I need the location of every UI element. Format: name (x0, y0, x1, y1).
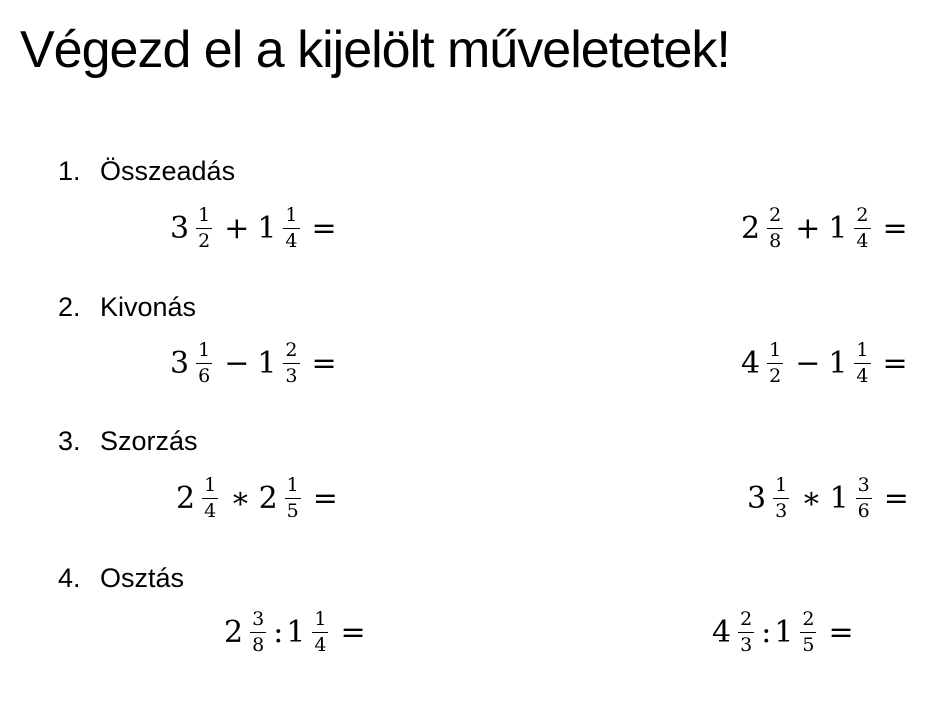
operator: : (273, 614, 284, 650)
numerator: 3 (252, 607, 265, 630)
whole-number: 1 (828, 345, 848, 381)
exercise-3b (747, 466, 909, 530)
fraction (854, 203, 870, 252)
numerator: 1 (204, 473, 217, 496)
exercise-3a (176, 466, 338, 530)
fraction (202, 473, 218, 522)
operator: − (224, 345, 250, 381)
numerator: 1 (775, 473, 788, 496)
section-label: Osztás (100, 563, 185, 593)
whole-number: 1 (286, 614, 306, 650)
operator: : (761, 614, 772, 650)
denominator: 6 (857, 499, 870, 522)
numerator: 2 (769, 203, 782, 226)
denominator: 8 (252, 633, 265, 656)
operator: + (224, 210, 250, 246)
numerator: 2 (740, 607, 753, 630)
numerator: 2 (802, 607, 815, 630)
fraction (773, 473, 789, 522)
fraction (250, 607, 266, 656)
page-title: Végezd el a kijelölt műveletetek! (20, 21, 730, 79)
whole-number: 2 (741, 210, 761, 246)
section-number: 4. (58, 563, 81, 593)
fraction (856, 473, 872, 522)
whole-number: 1 (257, 345, 277, 381)
numerator: 1 (286, 473, 299, 496)
operator: ∗ (801, 480, 822, 516)
fraction (738, 607, 754, 656)
denominator: 2 (769, 364, 782, 387)
whole-number: 1 (829, 480, 849, 516)
operator: ∗ (230, 480, 251, 516)
section-label: Kivonás (100, 292, 197, 322)
denominator: 6 (198, 364, 211, 387)
fraction (767, 203, 783, 252)
section-heading-osztas (58, 565, 184, 592)
exercise-1a (170, 196, 337, 260)
fraction (196, 203, 212, 252)
numerator: 2 (856, 203, 869, 226)
section-heading-osszeadas (58, 158, 235, 185)
equals-sign: = (311, 345, 337, 381)
fraction (285, 473, 301, 522)
equals-sign: = (882, 345, 908, 381)
section-heading-kivonas (58, 294, 196, 321)
fraction (312, 607, 328, 656)
whole-number: 4 (712, 614, 732, 650)
exercise-4a (224, 600, 366, 664)
exercise-2b (741, 331, 908, 395)
denominator: 3 (740, 633, 753, 656)
section-number: 3. (58, 426, 81, 456)
exercise-1b (741, 196, 908, 260)
denominator: 4 (204, 499, 217, 522)
whole-number: 1 (774, 614, 794, 650)
numerator: 2 (285, 338, 298, 361)
equals-sign: = (312, 480, 338, 516)
fraction (196, 338, 212, 387)
fraction (854, 338, 870, 387)
fraction (283, 203, 299, 252)
section-number: 1. (58, 156, 81, 186)
fraction (283, 338, 299, 387)
denominator: 4 (314, 633, 327, 656)
operator: − (795, 345, 821, 381)
whole-number: 2 (258, 480, 278, 516)
section-number: 2. (58, 292, 81, 322)
whole-number: 2 (176, 480, 196, 516)
denominator: 4 (856, 364, 869, 387)
section-heading-szorzas (58, 428, 198, 455)
exercise-4b (712, 600, 854, 664)
numerator: 1 (198, 338, 211, 361)
denominator: 3 (775, 499, 788, 522)
denominator: 3 (285, 364, 298, 387)
numerator: 1 (856, 338, 869, 361)
operator: + (795, 210, 821, 246)
fraction (800, 607, 816, 656)
denominator: 5 (286, 499, 299, 522)
denominator: 4 (856, 229, 869, 252)
denominator: 8 (769, 229, 782, 252)
numerator: 1 (285, 203, 298, 226)
equals-sign: = (883, 480, 909, 516)
fraction (767, 338, 783, 387)
exercise-2a (170, 331, 337, 395)
equals-sign: = (311, 210, 337, 246)
whole-number: 3 (170, 345, 190, 381)
denominator: 4 (285, 229, 298, 252)
whole-number: 1 (828, 210, 848, 246)
whole-number: 3 (170, 210, 190, 246)
denominator: 5 (802, 633, 815, 656)
equals-sign: = (882, 210, 908, 246)
whole-number: 2 (224, 614, 244, 650)
equals-sign: = (828, 614, 854, 650)
whole-number: 4 (741, 345, 761, 381)
section-label: Összeadás (100, 156, 236, 186)
numerator: 1 (769, 338, 782, 361)
whole-number: 1 (257, 210, 277, 246)
numerator: 1 (198, 203, 211, 226)
whole-number: 3 (747, 480, 767, 516)
section-label: Szorzás (100, 426, 198, 456)
equals-sign: = (340, 614, 366, 650)
numerator: 1 (314, 607, 327, 630)
numerator: 3 (857, 473, 870, 496)
denominator: 2 (198, 229, 211, 252)
